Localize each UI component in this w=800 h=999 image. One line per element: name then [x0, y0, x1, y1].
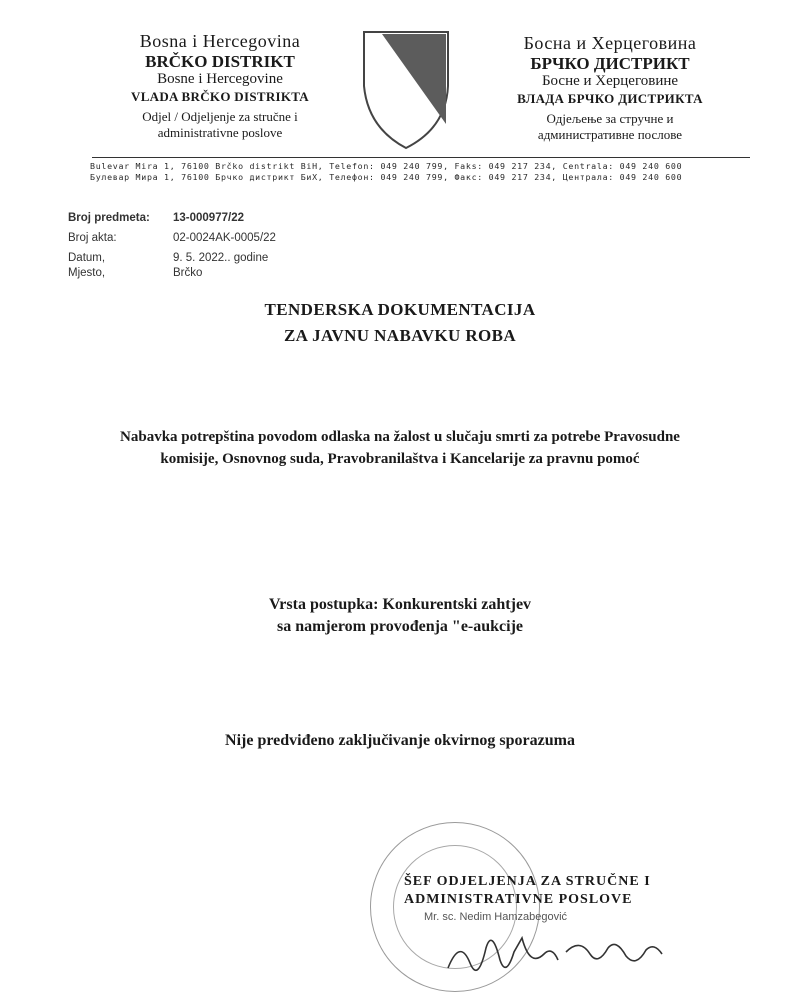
address-line-latin: Bulevar Mira 1, 76100 Brčko distrikt BiH, Telefon: 049 240 799, Faks: 049 217 234, Centrala: 049 240 600	[90, 161, 683, 171]
country-name-cyrillic: Босна и Херцеговина	[523, 33, 697, 53]
district-name-cyrillic: БРЧКО ДИСТРИКТ	[530, 54, 690, 73]
department-cyrillic	[460, 111, 760, 143]
case-number-value: 13-000977/22	[173, 212, 244, 224]
procurement-subject-line2: komisije, Osnovnog suda, Pravobranilaštva i Kancelarije za pravnu pomoć	[160, 451, 640, 467]
date-label: Datum,	[68, 252, 106, 264]
department-cyrillic-line1: Одјељење за стручне и	[546, 111, 674, 126]
procurement-subject	[20, 426, 780, 470]
document-title-line2: ZA JAVNU NABAVKU ROBA	[283, 326, 517, 345]
address-line-cyrillic: Булевар Мира 1, 76100 Брчко дистрикт БиХ, Телефон: 049 240 799, Факс: 049 217 234, Централа: 049 240 600	[90, 172, 683, 182]
place-value: Brčko	[173, 267, 203, 279]
entity-name-cyrillic: Босне и Херцеговине	[541, 73, 679, 89]
government-name-latin: VLADA BRČKO DISTRIKTA	[131, 89, 309, 104]
procedure-type-line2: sa namjerom provođenja "e-aukcije	[276, 618, 524, 635]
signatory-title-line1: ŠEF ODJELJENJA ZA STRUČNE I	[404, 874, 651, 889]
signatory-name: Mr. sc. Nedim Hamzabegović	[424, 911, 568, 923]
framework-agreement-note: Nije predviđeno zaključivanje okvirnog sporazuma	[225, 732, 575, 749]
act-number-label: Broj akta:	[68, 232, 117, 244]
entity-name-latin: Bosne i Hercegovine	[157, 71, 283, 87]
government-name-cyrillic: ВЛАДА БРЧКО ДИСТРИКТА	[517, 91, 703, 106]
procedure-type-line1: Vrsta postupka: Konkurentski zahtjev	[268, 596, 532, 613]
signatory-title-line2: ADMINISTRATIVNE POSLOVE	[404, 892, 633, 907]
department-latin-line1: Odjel / Odjeljenje za stručne i	[142, 109, 298, 124]
header-right	[460, 32, 760, 143]
department-cyrillic-line2: административне послове	[537, 127, 683, 142]
procurement-subject-line1: Nabavka potrepština povodom odlaska na žalost u slučaju smrti za potrebe Pravosudne	[120, 429, 680, 445]
case-number-label: Broj predmeta:	[68, 212, 150, 224]
header-divider	[92, 157, 750, 158]
district-name-latin: BRČKO DISTRIKT	[145, 52, 295, 71]
department-latin	[60, 109, 380, 141]
procedure-type	[0, 594, 800, 638]
place-label: Mjesto,	[68, 267, 106, 279]
document-title-line1: TENDERSKA DOKUMENTACIJA	[264, 300, 536, 319]
country-name-latin: Bosna i Hercegovina	[139, 31, 301, 51]
coat-of-arms-icon	[350, 24, 460, 152]
act-number-value: 02-0024AK-0005/22	[173, 232, 276, 244]
department-latin-line2: administrativne poslove	[157, 125, 283, 140]
handwritten-signature-icon	[440, 908, 670, 988]
date-value: 9. 5. 2022.. godine	[173, 252, 269, 264]
header-left	[60, 30, 380, 141]
